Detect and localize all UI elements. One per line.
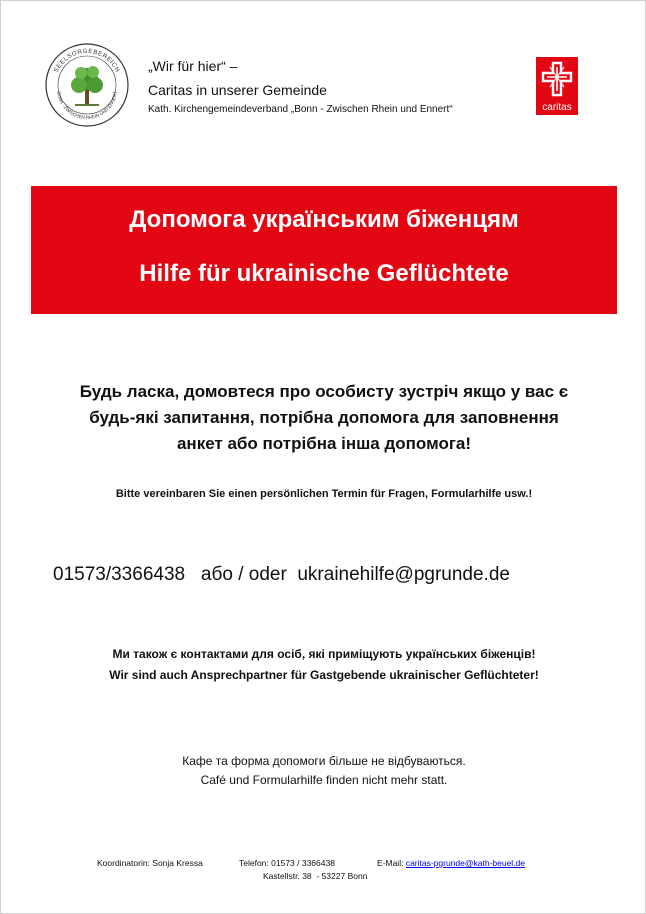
caritas-logo-text: caritas <box>542 102 572 113</box>
cafe-notice-de: Café und Formularhilfe finden nicht mehr statt. <box>200 773 448 787</box>
appointment-line-3: анкет або потрібна інша допомога! <box>176 434 472 453</box>
footer-address: Kastellstr. 38 - 53227 Bonn <box>263 871 368 881</box>
appointment-text-uk <box>31 379 617 457</box>
caritas-cross-icon <box>536 57 578 101</box>
banner-title-uk: Допомога українським біженцям <box>129 206 519 233</box>
footer-phone: Telefon: 01573 / 3366438 <box>239 858 335 868</box>
title-banner <box>31 186 617 314</box>
svg-text:BONN · ZWISCHEN RHEIN UND ENNE: BONN · ZWISCHEN RHEIN UND ENNERT <box>56 90 118 121</box>
footer-coordinator: Koordinatorin: Sonja Kressa <box>97 858 203 868</box>
svg-text:SEELSORGEBEREICH: SEELSORGEBEREICH <box>52 47 122 74</box>
header-association: Kath. Kirchengemeindeverband „Bonn - Zwischen Rhein und Ennert“ <box>148 104 453 115</box>
banner-title-de: Hilfe für ukrainische Geflüchtete <box>139 260 509 287</box>
appointment-line-2: будь-які запитання, потрібна допомога для заповнення <box>89 408 559 427</box>
parish-seal-logo <box>45 43 129 127</box>
hosts-info-de: Wir sind auch Ansprechpartner für Gastgebende ukrainischer Geflüchteter! <box>109 668 539 682</box>
hosts-info <box>31 644 617 686</box>
footer-email <box>377 858 525 869</box>
footer-contact <box>97 858 526 869</box>
contact-line: 01573/3366438 або / oder ukrainehilfe@pgrunde.de <box>53 564 510 585</box>
appointment-text-de: Bitte vereinbaren Sie einen persönlichen Termin für Fragen, Formularhilfe usw.! <box>115 488 533 500</box>
header-subtitle: Caritas in unserer Gemeinde <box>148 82 327 98</box>
cafe-notice-uk: Кафе та форма допомоги більше не відбуваються. <box>182 754 466 768</box>
hosts-info-uk: Ми також є контактами для осіб, які приміщують українських біженців! <box>112 647 536 661</box>
cafe-notice <box>31 752 617 790</box>
footer-email-link[interactable]: caritas-pgrunde@kath-beuel.de <box>405 858 526 868</box>
caritas-logo <box>536 57 578 115</box>
appointment-line-1: Будь ласка, домовтеся про особисту зустріч якщо у вас є <box>79 382 569 401</box>
footer-email-label: E-Mail: <box>377 858 406 868</box>
header-quote: „Wir für hier“ – <box>148 58 238 74</box>
